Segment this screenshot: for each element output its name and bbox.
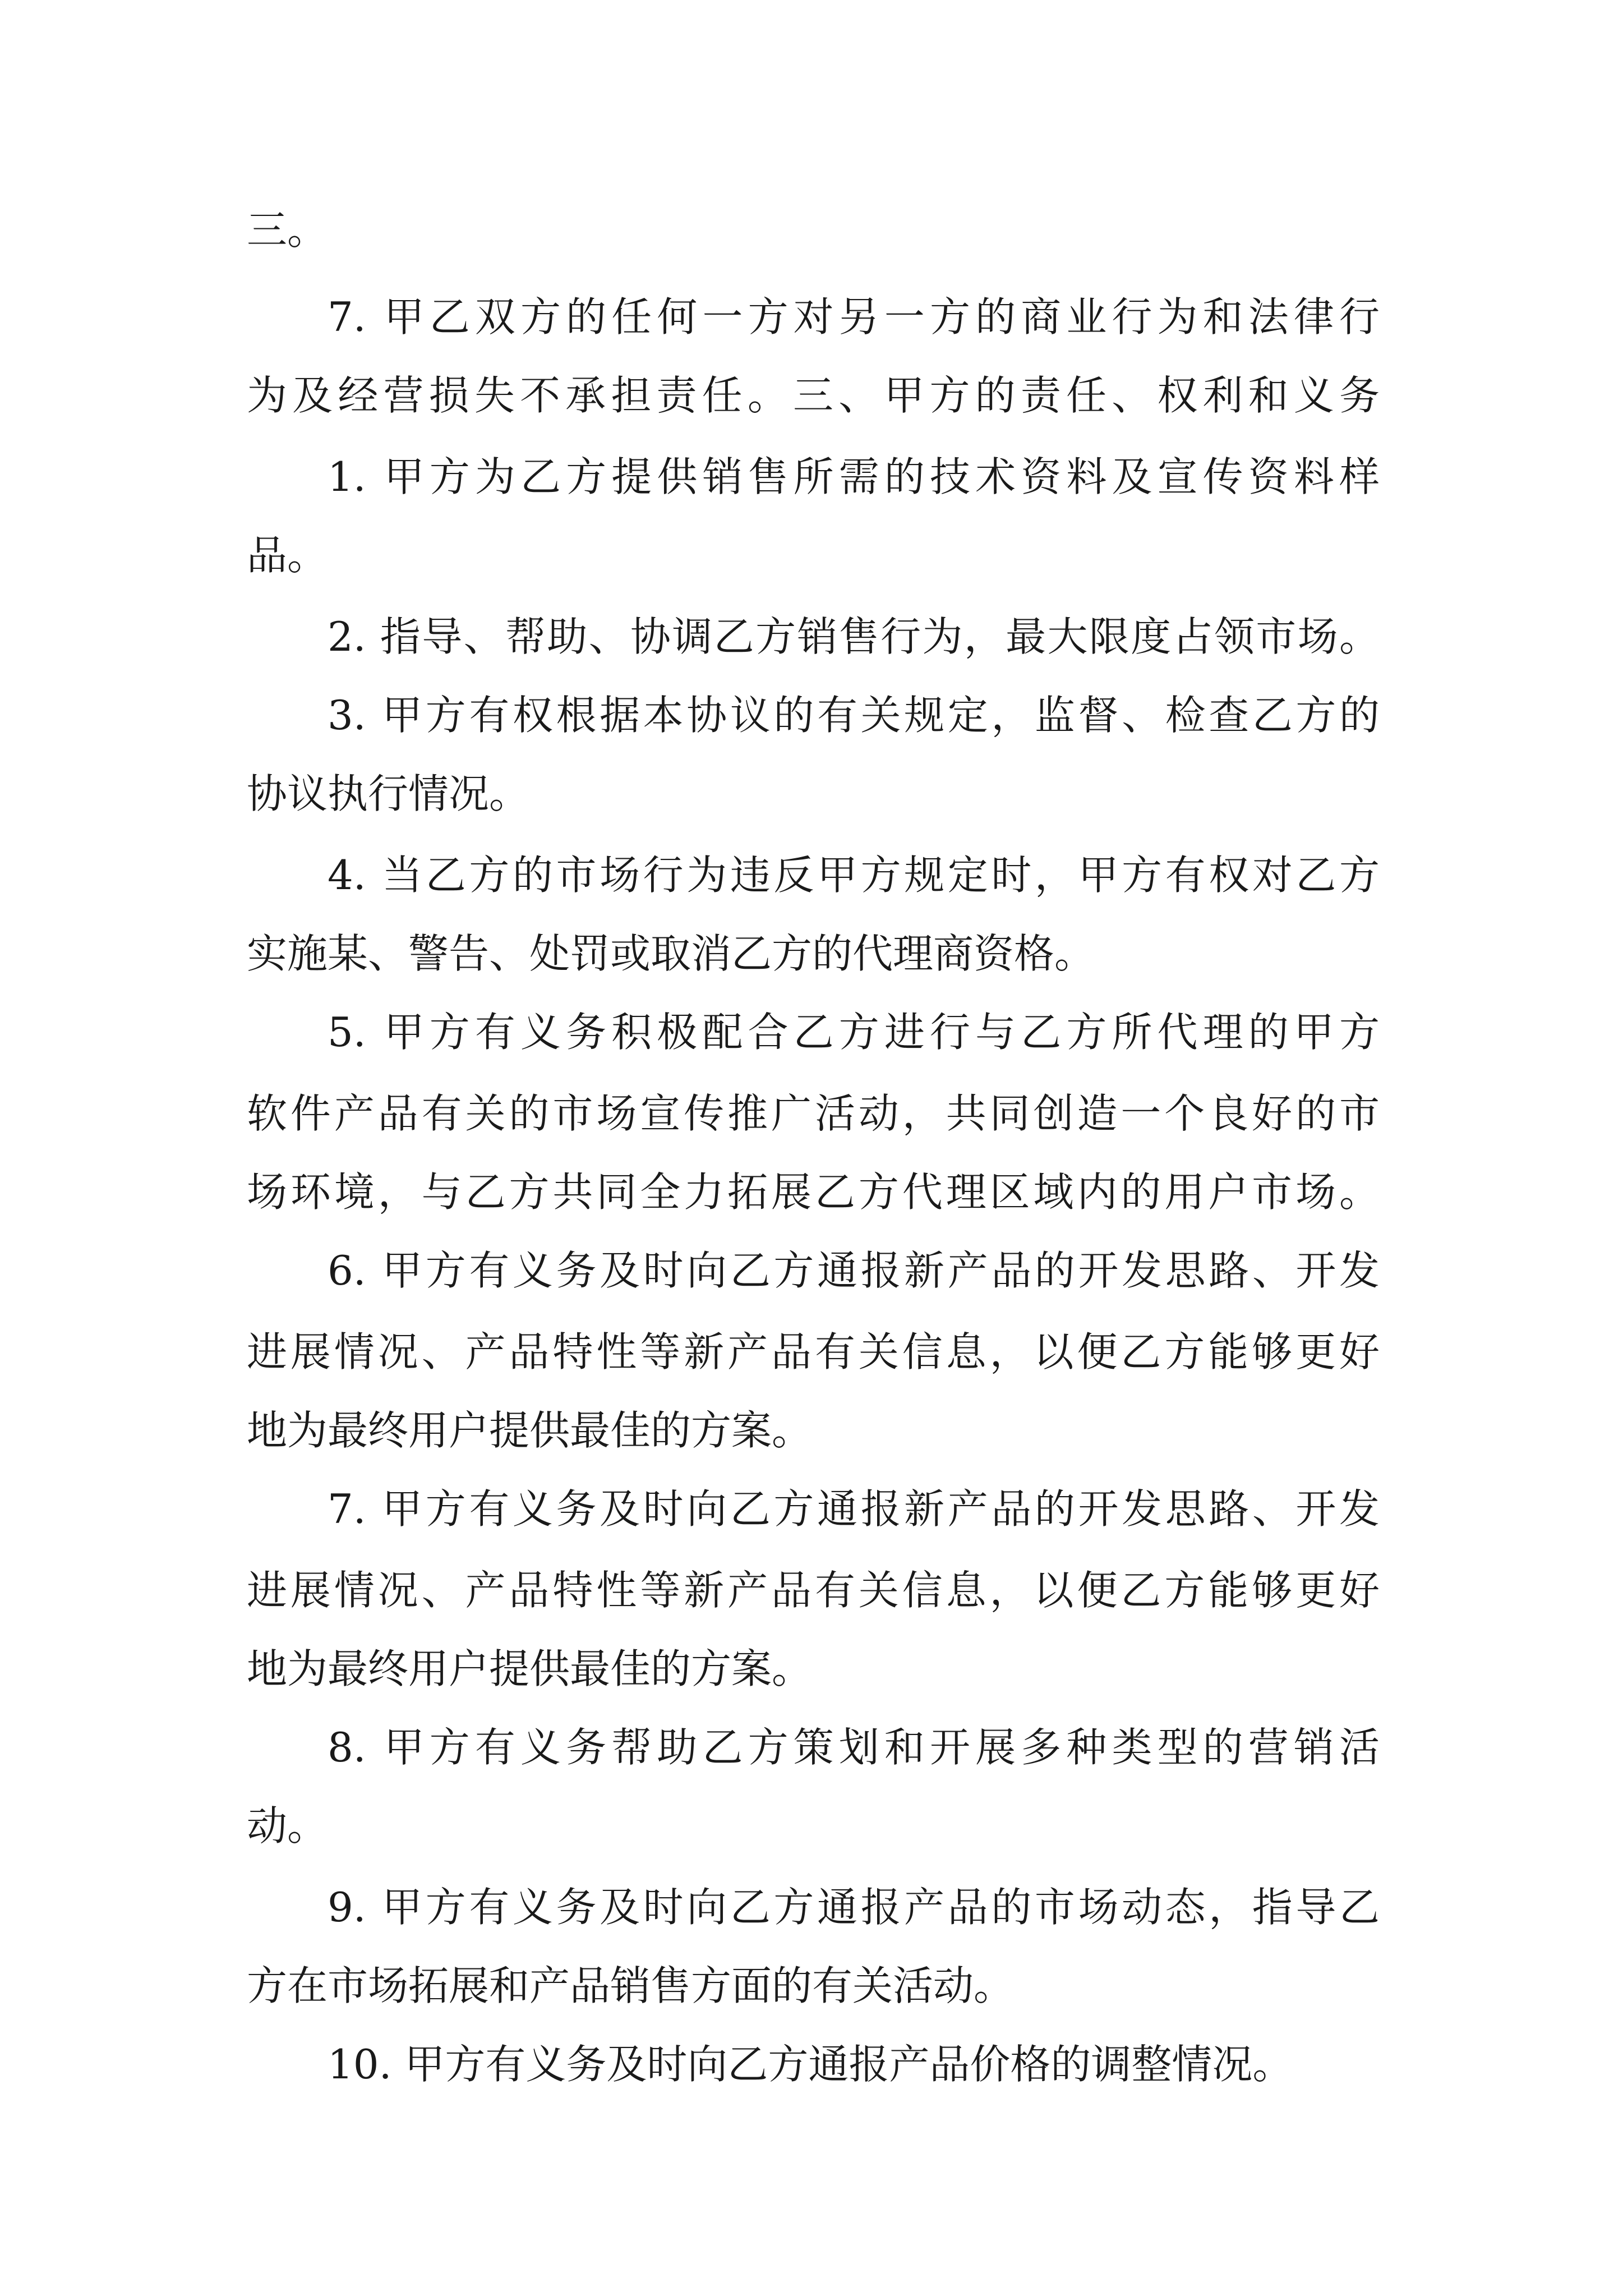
text-line: 地为最终用户提供最佳的方案。 <box>247 1407 813 1454</box>
text-line: 5. 甲方有义务积极配合乙方进行与乙方所代理的甲方 <box>328 1009 1380 1056</box>
text-line: 软件产品有关的市场宣传推广活动，共同创造一个良好的市 <box>247 1090 1380 1137</box>
text-line: 7. 甲乙双方的任何一方对另一方的商业行为和法律行 <box>328 293 1380 341</box>
text-line: 7. 甲方有义务及时向乙方通报新产品的开发思路、开发 <box>328 1485 1380 1533</box>
text-line: 8. 甲方有义务帮助乙方策划和开展多种类型的营销活 <box>328 1724 1380 1771</box>
text-line: 为及经营损失不承担责任。三、甲方的责任、权利和义务 <box>247 372 1380 419</box>
text-line: 场环境，与乙方共同全力拓展乙方代理区域内的用户市场。 <box>247 1168 1380 1216</box>
text-line: 2. 指导、帮助、协调乙方销售行为，最大限度占领市场。 <box>328 613 1380 660</box>
text-line: 实施某、警告、处罚或取消乙方的代理商资格。 <box>247 930 1095 977</box>
text-line: 方在市场拓展和产品销售方面的有关活动。 <box>247 1962 1015 2009</box>
text-line: 6. 甲方有义务及时向乙方通报新产品的开发思路、开发 <box>328 1247 1380 1294</box>
text-line: 协议执行情况。 <box>247 770 530 817</box>
text-line: 品。 <box>247 532 328 579</box>
text-line: 1. 甲方为乙方提供销售所需的技术资料及宣传资料样 <box>328 453 1380 500</box>
text-line: 地为最终用户提供最佳的方案。 <box>247 1645 813 1692</box>
text-line: 9. 甲方有义务及时向乙方通报产品的市场动态，指导乙 <box>328 1884 1380 1931</box>
text-line: 进展情况、产品特性等新产品有关信息，以便乙方能够更好 <box>247 1328 1380 1375</box>
text-line: 3. 甲方有权根据本协议的有关规定，监督、检查乙方的 <box>328 692 1380 739</box>
text-line: 动。 <box>247 1802 328 1849</box>
text-line: 10. 甲方有义务及时向乙方通报产品价格的调整情况。 <box>328 2041 1293 2088</box>
text-line: 4. 当乙方的市场行为违反甲方规定时，甲方有权对乙方 <box>328 852 1380 899</box>
text-line: 进展情况、产品特性等新产品有关信息，以便乙方能够更好 <box>247 1567 1380 1614</box>
text-line: 三。 <box>247 206 328 254</box>
